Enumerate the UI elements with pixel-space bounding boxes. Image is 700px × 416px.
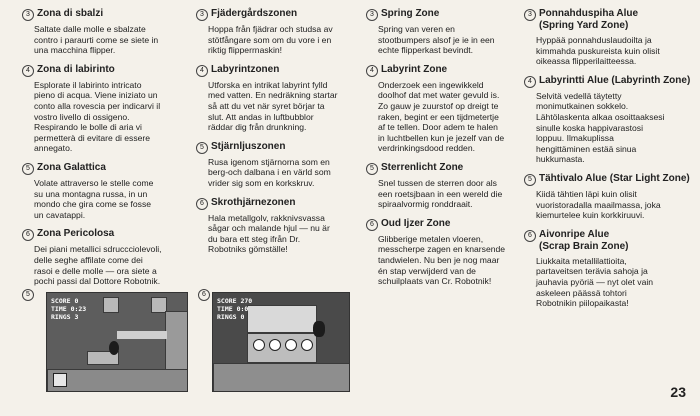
- section-spring: [524, 8, 696, 67]
- column-dutch: [366, 8, 526, 295]
- section-title: Zona Pericolosa: [37, 228, 115, 240]
- section-scrap-brain: [366, 218, 526, 287]
- section-scrap-brain: [524, 229, 696, 309]
- section-star-light: [196, 141, 356, 189]
- hud-line: RINGS 3: [51, 313, 79, 321]
- section-title: Oud Ijzer Zone: [381, 217, 451, 229]
- section-title: Tähtivalo Alue (Star Light Zone): [539, 172, 690, 184]
- number-badge: 5: [366, 163, 378, 175]
- number-badge: 4: [524, 76, 536, 88]
- section-labyrinth: [196, 64, 356, 133]
- number-badge: 4: [366, 65, 378, 77]
- section-spring: [22, 8, 182, 56]
- section-title: Fjädergårdszonen: [211, 8, 298, 19]
- number-badge: 6: [196, 198, 208, 210]
- hud-line: RINGS 0: [217, 313, 245, 321]
- number-badge: 3: [524, 9, 536, 21]
- section-scrap-brain: [22, 228, 182, 286]
- section-title: Zona di labirinto: [37, 63, 115, 75]
- number-badge: 6: [22, 229, 34, 241]
- section-title: Spring Zone: [381, 8, 440, 19]
- section-body: Hala metallgolv, rakknivsvassa sågar och malande hjul — nu är du bara ett steg ifrån Dr. Robotniks gömställe!: [208, 212, 330, 255]
- section-title: Skrothjärnezonen: [211, 196, 296, 208]
- section-labyrinth: [366, 64, 526, 154]
- game-hud: [51, 297, 86, 321]
- number-badge: 5: [22, 163, 34, 175]
- number-badge: 3: [196, 9, 208, 21]
- section-title: Stjärnljuszonen: [211, 140, 286, 152]
- section-body: Onderzoek een ingewikkeld doolhof dat met water gevuld is. Zo gauw je zuurstof op dreigt te raken, begint er een tijdmetertje af te tellen. Door adem te halen in luchtbellen kun je jezelf van de verdrinkingsdood redden.: [378, 79, 505, 154]
- section-star-light: [22, 162, 182, 220]
- section-body: Utforska en intrikat labyrint fylld med vatten. En nedräkning startar så att du vet när syret börjar ta slut. Att andas in luftbubblor räddar dig från drunkning.: [208, 79, 338, 133]
- section-scrap-brain: [196, 197, 356, 255]
- section-body: Volate attraverso le stelle come su una montagna russa, in un mondo che gira come se fosse un cavatappi.: [34, 177, 154, 220]
- hud-line: TIME 0:0: [217, 305, 249, 313]
- number-badge: 5: [524, 174, 536, 186]
- hud-line: SCORE 270: [217, 297, 253, 305]
- column-swedish: [196, 8, 356, 263]
- column-italian: [22, 8, 182, 295]
- screenshot-number-badge: 6: [198, 289, 210, 301]
- column-finnish: [524, 8, 696, 317]
- section-body: Dei piani metallici sdruccciolevoli, delle seghe affilate come dei rasoi e delle molle — ora siete a pochi passi dal Dottore Robotnik.: [34, 244, 162, 287]
- section-star-light: [366, 162, 526, 210]
- number-badge: 6: [366, 219, 378, 231]
- number-badge: 6: [524, 230, 536, 242]
- number-badge: 4: [22, 65, 34, 77]
- section-body: Hyppää ponnahduslaudoilta ja kimmahda puskureista kuin olisit oikeassa flipperilaitteessa.: [536, 35, 660, 67]
- section-body: Saltate dalle molle e sbalzate contro i paraurti come se siete in una macchina flipper.: [34, 24, 159, 56]
- section-spring: [196, 8, 356, 56]
- section-labyrinth: [524, 75, 696, 165]
- game-screenshot-scrap-brain: [212, 292, 350, 392]
- number-badge: 3: [22, 9, 34, 21]
- section-body: Selvitä vedellä täytetty monimutkainen sokkelo. Lähtölaskenta alkaa osoittaaksesi sinulle koska happivarastosi loppuu. Ilmakuplissa hengittäminen estää sinua hukkumasta.: [536, 90, 665, 165]
- game-hud: [217, 297, 252, 321]
- game-screenshot-star-light: [46, 292, 188, 392]
- section-title: Labyrintzonen: [211, 63, 280, 75]
- section-title: Aivonripe Alue (Scrap Brain Zone): [539, 228, 629, 252]
- section-body: Kiidä tähtien läpi kuin olisit vuoristoradalla maailmassa, joka kiemurtelee kuin korkkiruuvi.: [536, 188, 661, 221]
- section-title: Sterrenlicht Zone: [381, 161, 464, 173]
- page-number: 23: [670, 384, 686, 400]
- screenshot-number-badge: 5: [22, 289, 34, 301]
- section-body: Snel tussen de sterren door als een roetsjbaan in een wereld die spiraalvormig ronddraait.: [378, 177, 503, 210]
- hud-line: TIME 0:23: [51, 305, 87, 313]
- section-title: Ponnahduspiha Alue (Spring Yard Zone): [539, 8, 639, 31]
- section-star-light: [524, 173, 696, 221]
- section-labyrinth: [22, 64, 182, 154]
- number-badge: 4: [196, 65, 208, 77]
- section-spring: [366, 8, 526, 56]
- section-body: Glibberige metalen vloeren, messcherpe zagen en knarsende tandwielen. Nu ben je nog maar én stap verwijderd van de schuilplaats van Cr. Robotnik!: [378, 233, 506, 287]
- hud-line: SCORE 0: [51, 297, 79, 305]
- section-title: Labyrint Zone: [381, 63, 448, 75]
- section-title: Zona Galattica: [37, 161, 106, 173]
- section-title: Labyrintti Alue (Labyrinth Zone): [539, 74, 691, 86]
- section-body: Liukkaita metallilattioita, partaveitsen terävia sahoja ja jauhavia pyöriä — nyt olet vain askeleen päässä tohtori Robotnikin piilopaikasta!: [536, 255, 654, 309]
- section-title: Zona di sbalzi: [37, 8, 104, 19]
- section-body: Hoppa från fjädrar och studsa av stötfångare som om du vore i en riktig flipperrnaskin!: [208, 24, 333, 56]
- number-badge: 5: [196, 142, 208, 154]
- section-body: Spring van veren en stootbumpers alsof je ie in een echte flipperkast bevindt.: [378, 24, 495, 56]
- number-badge: 3: [366, 9, 378, 21]
- section-body: Rusa igenom stjärnorna som en berg-och dalbana i en värld som vrider sig som en korkskruv.: [208, 156, 331, 188]
- section-body: Esplorate il labirinto intricato pieno di acqua. Viene iniziato un conto alla rovescia per indicarvi il vostro livello di ossigeno. Respirando le bolle di aria vi permetterà di evitare di essere annegato.: [34, 79, 161, 154]
